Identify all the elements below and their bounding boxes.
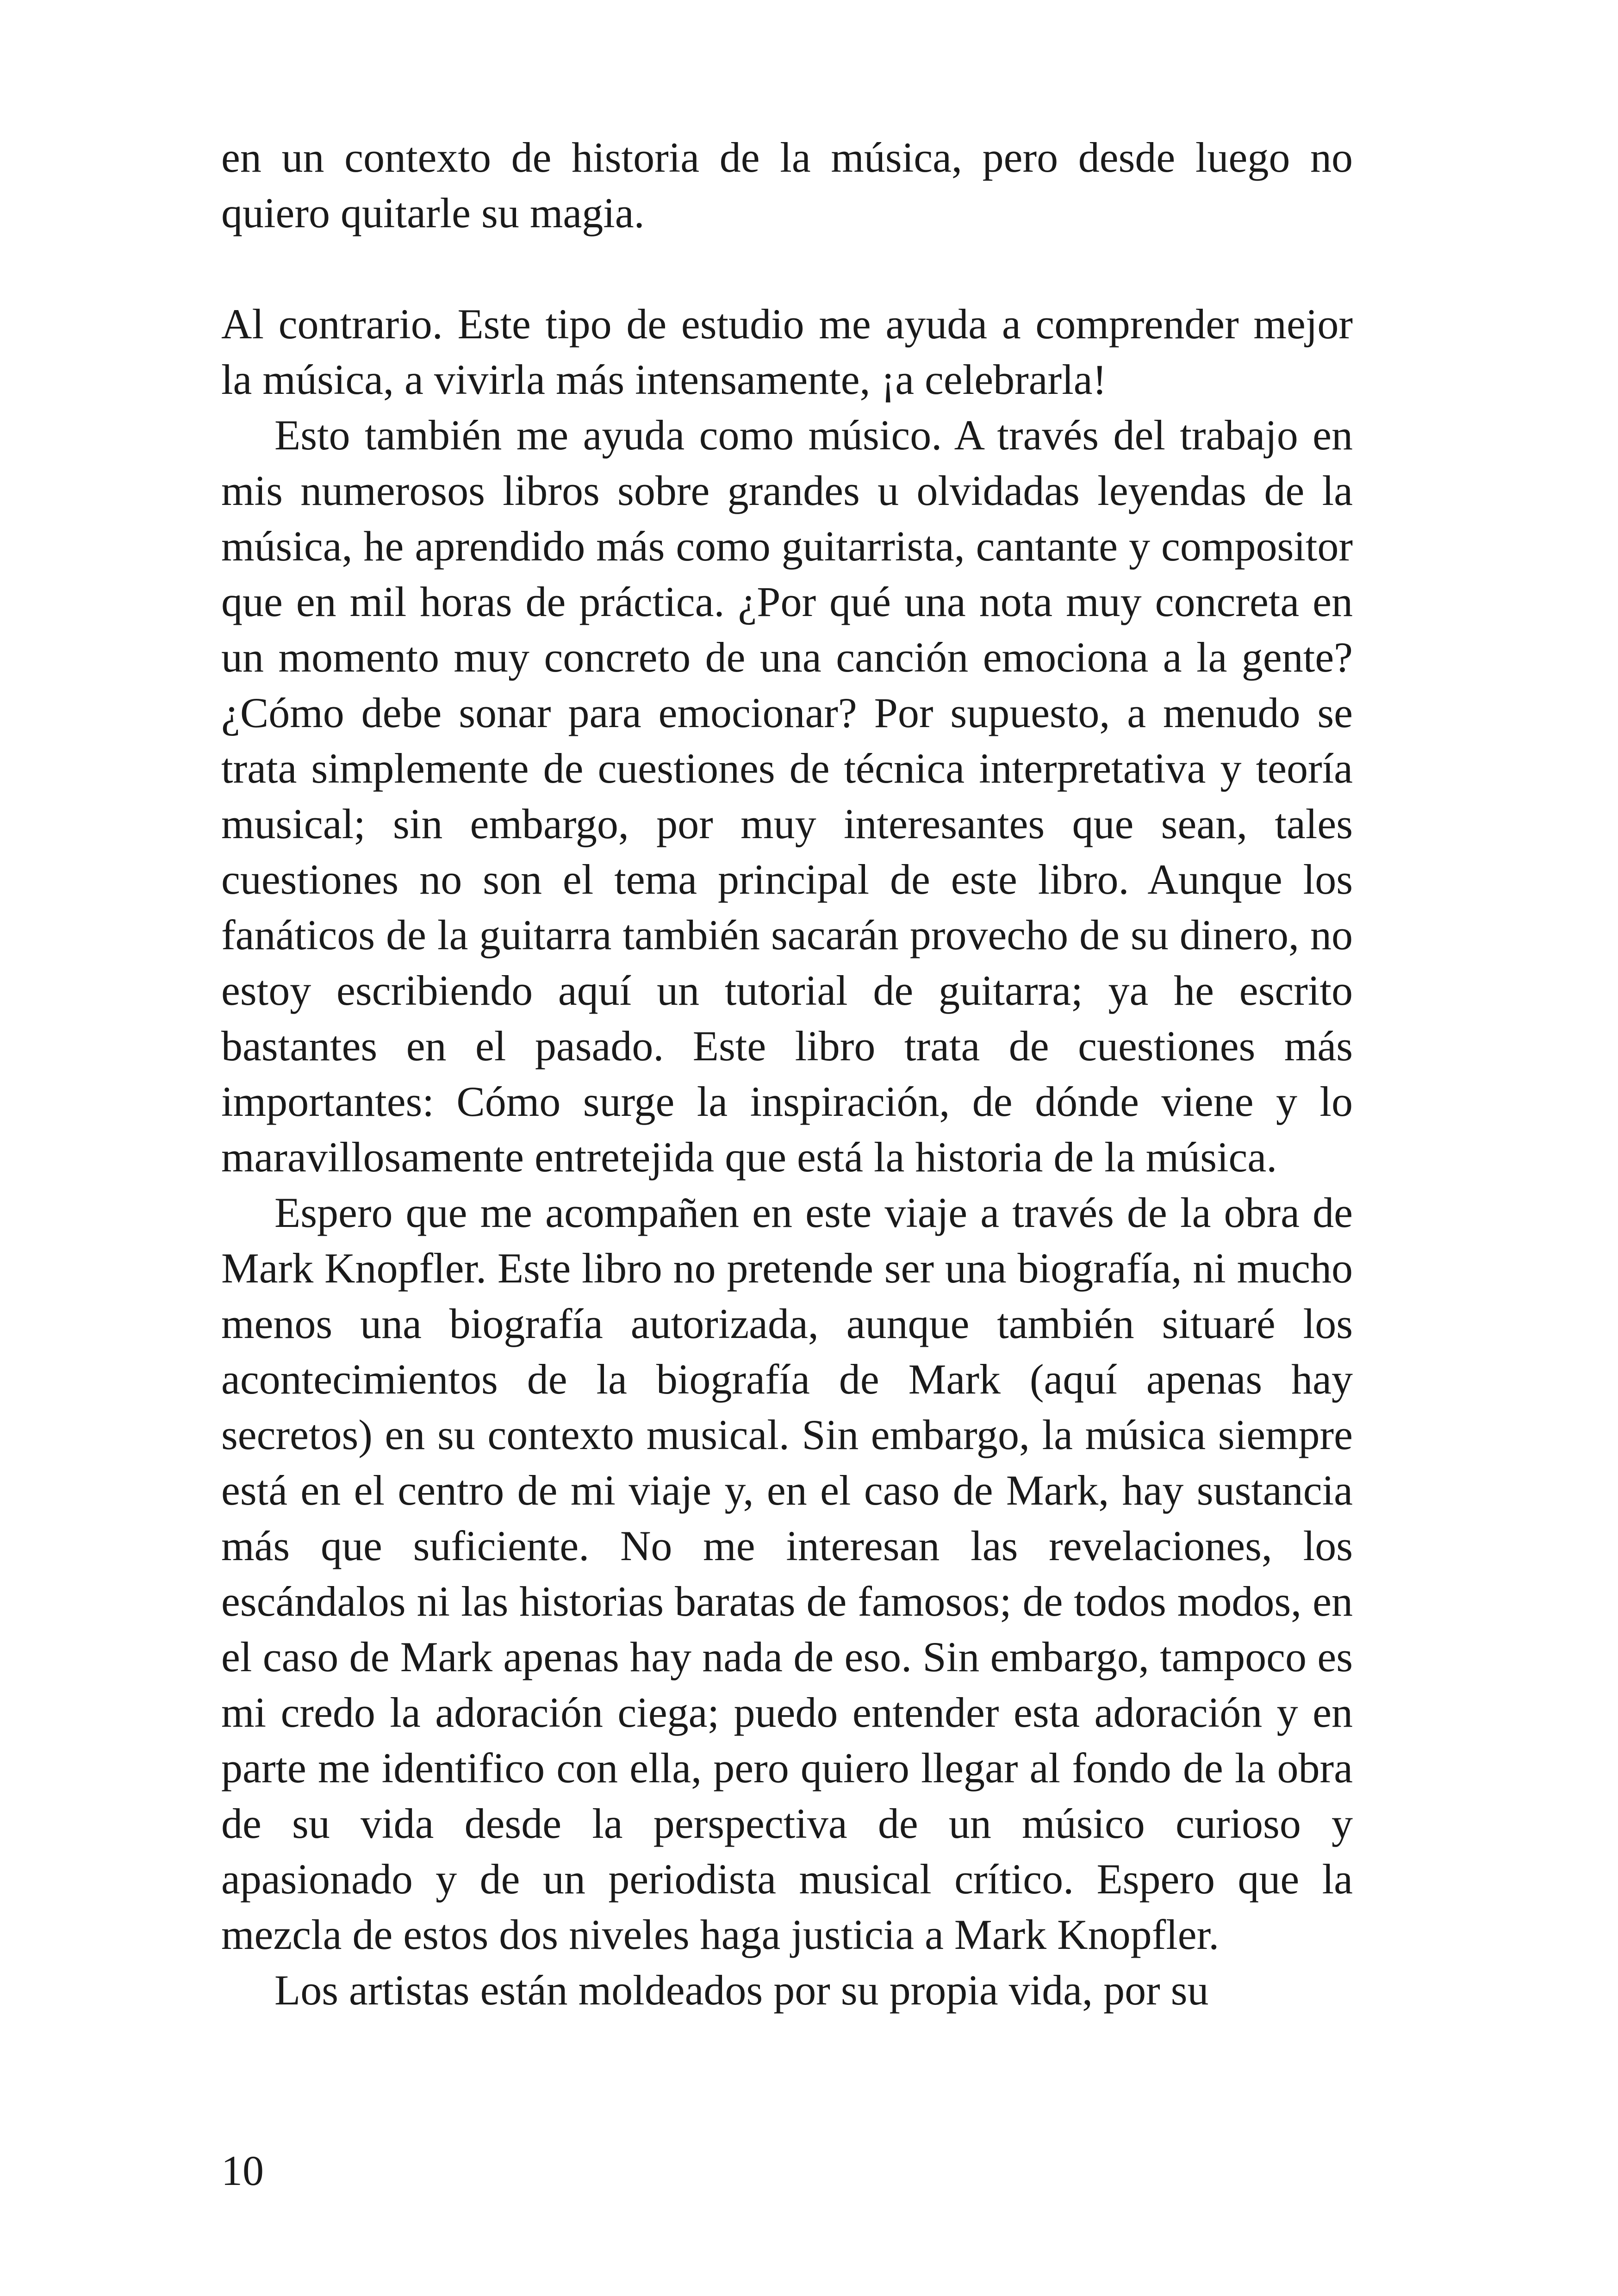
paragraph-5: Los artistas están moldeados por su propia vida, por su <box>274 1966 1209 2014</box>
page-body-text <box>221 130 1353 2018</box>
page-number: 10 <box>221 2147 264 2194</box>
paragraph-1: en un contexto de historia de la música, pero desde luego no quiero quitarle su magia. <box>221 134 1353 236</box>
paragraph-2: Al contrario. Este tipo de estudio me ayuda a comprender mejor la música, a vivirla más intensamente, ¡a celebrarla! <box>221 300 1353 403</box>
paragraph-3: Esto también me ayuda como músico. A través del trabajo en mis numerosos libros sobre grandes u olvidadas leyendas de la música, he aprendido más como guitarrista, cantante y compositor que en mil horas de práctica. ¿Por qué una nota muy concreta en un momento muy concreto de una canción emociona a la gente? ¿Cómo debe sonar para emocionar? Por supuesto, a menudo se trata simplemente de cuestiones de técnica interpretativa y teoría musical; sin embargo, por muy interesantes que sean, tales cuestiones no son el tema principal de este libro. Aunque los fanáticos de la guitarra también sacarán provecho de su dinero, no estoy escribiendo aquí un tutorial de guitarra; ya he escrito bastantes en el pasado. Este libro trata de cuestiones más importantes: Cómo surge la inspiración, de dónde viene y lo maravillosamente entretejida que está la historia de la música. <box>221 411 1353 1181</box>
paragraph-4: Espero que me acompañen en este viaje a través de la obra de Mark Knopfler. Este libro no pretende ser una biografía, ni mucho menos una biografía autorizada, aunque también situaré los acontecimientos de la biografía de Mark (aquí apenas hay secretos) en su contexto musical. Sin embargo, la música siempre está en el centro de mi viaje y, en el caso de Mark, hay sustancia más que suficiente. No me interesan las revelaciones, los escándalos ni las historias baratas de famosos; de todos modos, en el caso de Mark apenas hay nada de eso. Sin embargo, tampoco es mi credo la adoración ciega; puedo entender esta adoración y en parte me identifico con ella, pero quiero llegar al fondo de la obra de su vida desde la perspectiva de un músico curioso y apasionado y de un periodista musical crítico. Espero que la mezcla de estos dos niveles haga justicia a Mark Knopfler. <box>221 1189 1353 1958</box>
